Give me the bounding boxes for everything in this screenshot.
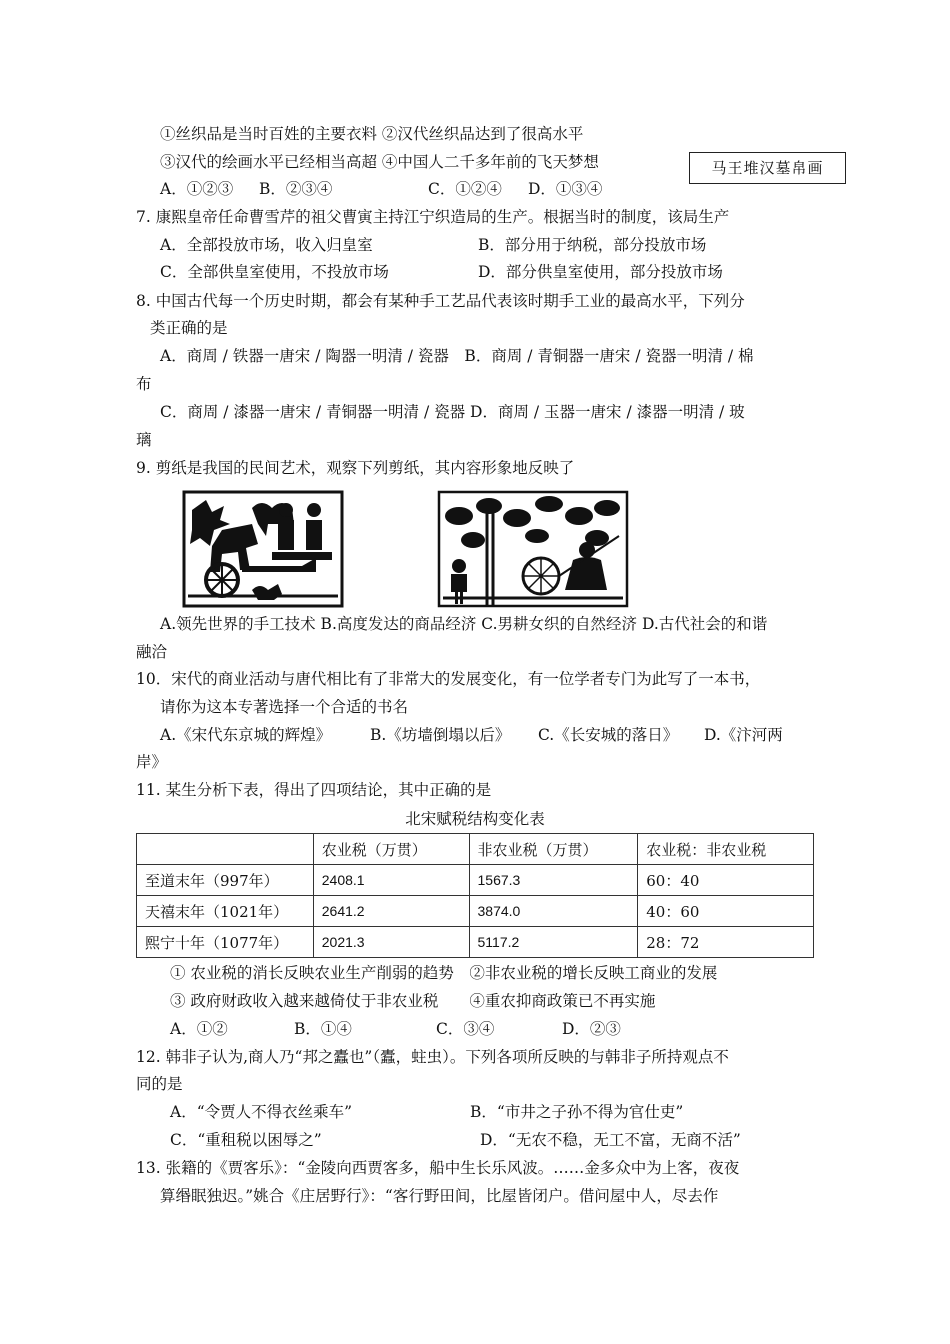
q12-stem-line2: 同的是: [136, 1075, 183, 1093]
table-cell: 5117.2: [469, 927, 638, 958]
q6-option-c: C．①②④: [428, 180, 502, 198]
q11-stem: 11. 某生分析下表，得出了四项结论，其中正确的是: [136, 781, 492, 799]
q12-option-a: A．“令贾人不得衣丝乘车”: [170, 1103, 353, 1121]
q7-option-d: D．部分供皇室使用，部分投放市场: [478, 263, 723, 281]
table-header-row: [137, 834, 814, 865]
table-header-cell: [137, 834, 314, 865]
q6-image-label-box: 马王堆汉墓帛画: [689, 152, 846, 184]
table-header-cell: 非农业税（万贯）: [469, 834, 638, 865]
q11-conclusions-line2: ③ 政府财政收入越来越倚仗于非农业税 ④重农抑商政策已不再实施: [170, 992, 656, 1010]
q10-stem-line1: 10．宋代的商业活动与唐代相比有了非常大的发展变化，有一位学者专门为此写了一本书，: [136, 670, 761, 688]
table-row: [137, 865, 814, 896]
q12-option-c: C．“重租税以困辱之”: [170, 1131, 322, 1149]
q6-statement-line2: ③汉代的绘画水平已经相当高超 ④中国人二千多年前的飞天梦想: [160, 153, 599, 171]
tax-structure-table: [136, 833, 814, 958]
table-cell: 3874.0: [469, 896, 638, 927]
table-cell: 28：72: [638, 927, 814, 958]
q7-option-a: A．全部投放市场，收入归皇室: [160, 236, 373, 254]
q8-options-ab-wrap: 布: [136, 375, 152, 393]
table-row: [137, 896, 814, 927]
q13-text-line1: 13. 张籍的《贾客乐》：“金陵向西贾客多，船中生长乐风波。……金多众中为上客，夜夜: [136, 1159, 740, 1177]
paper-cut-carriage-image: [182, 490, 344, 608]
table-header-cell: 农业税（万贯）: [313, 834, 469, 865]
q11-option-d: D．②③: [562, 1020, 621, 1038]
q8-stem-line1: 8. 中国古代每一个历史时期，都会有某种手工艺品代表该时期手工业的最高水平，下列分: [136, 292, 745, 310]
paper-cut-weaving-image: [437, 490, 629, 608]
table-cell: 2641.2: [313, 896, 469, 927]
q8-options-cd: C．商周 / 漆器一唐宋 / 青铜器一明清 / 瓷器 D．商周 / 玉器一唐宋 / 漆器一明清 / 玻: [160, 403, 745, 421]
q9-options: A.领先世界的手工技术 B.高度发达的商品经济 C.男耕女织的自然经济 D.古代社会的和谐: [160, 615, 768, 633]
q9-options-wrap: 融洽: [136, 643, 168, 661]
table-cell-period: 熙宁十年（1077年）: [137, 927, 314, 958]
table-cell: 2408.1: [313, 865, 469, 896]
q12-option-b: B．“市井之子孙不得为官仕吏”: [470, 1103, 684, 1121]
q7-stem: 7. 康熙皇帝任命曹雪芹的祖父曹寅主持江宁织造局的生产。根据当时的制度，该局生产: [136, 208, 730, 226]
q10-option-b: B.《坊墙倒塌以后》: [370, 726, 511, 744]
q11-option-c: C．③④: [436, 1020, 495, 1038]
table-cell: 1567.3: [469, 865, 638, 896]
q8-stem-line2: 类正确的是: [150, 319, 228, 337]
q9-stem: 9. 剪纸是我国的民间艺术，观察下列剪纸，其内容形象地反映了: [136, 459, 575, 477]
q7-option-b: B．部分用于纳税，部分投放市场: [478, 236, 707, 254]
table-row: [137, 927, 814, 958]
table-cell: 40：60: [638, 896, 814, 927]
q11-conclusions-line1: ① 农业税的消长反映农业生产削弱的趋势 ②非农业税的增长反映工商业的发展: [170, 964, 718, 982]
q13-text-line2: 算缗眠独迟。”姚合《庄居野行》：“客行野田间，比屋皆闭户。借问屋中人，尽去作: [160, 1187, 719, 1205]
q7-option-c: C．全部供皇室使用，不投放市场: [160, 263, 389, 281]
q6-option-a: A．①②③: [160, 180, 234, 198]
q8-options-cd-wrap: 璃: [136, 431, 152, 449]
q11-option-a: A．①②: [170, 1020, 228, 1038]
q6-option-b: B．②③④: [259, 180, 333, 198]
q10-option-c: C.《长安城的落日》: [538, 726, 679, 744]
q12-option-d: D．“无农不稳，无工不富，无商不活”: [480, 1131, 741, 1149]
q6-statement-line1: ①丝织品是当时百姓的主要衣料 ②汉代丝织品达到了很高水平: [160, 125, 584, 143]
table-cell: 2021.3: [313, 927, 469, 958]
table-cell-period: 天禧末年（1021年）: [137, 896, 314, 927]
table-cell-period: 至道末年（997年）: [137, 865, 314, 896]
q11-option-b: B．①④: [294, 1020, 352, 1038]
q10-option-d-wrap: 岸》: [136, 753, 168, 771]
q12-stem-line1: 12. 韩非子认为,商人乃“邦之蠹也”（蠹，蛀虫）。下列各项所反映的与韩非子所持观点不: [136, 1048, 729, 1066]
q10-option-a: A.《宋代东京城的辉煌》: [160, 726, 332, 744]
tax-table-title: 北宋赋税结构变化表: [405, 810, 545, 828]
q8-options-ab: A．商周 / 铁器一唐宋 / 陶器一明清 / 瓷器 B．商周 / 青铜器一唐宋 / 瓷器一明清 / 棉: [160, 347, 754, 365]
q10-stem-line2: 请你为这本专著选择一个合适的书名: [160, 698, 409, 716]
table-header-cell: 农业税：非农业税: [638, 834, 814, 865]
table-cell: 60：40: [638, 865, 814, 896]
q6-option-d: D．①③④: [528, 180, 603, 198]
q10-option-d: D.《汴河两: [704, 726, 783, 744]
